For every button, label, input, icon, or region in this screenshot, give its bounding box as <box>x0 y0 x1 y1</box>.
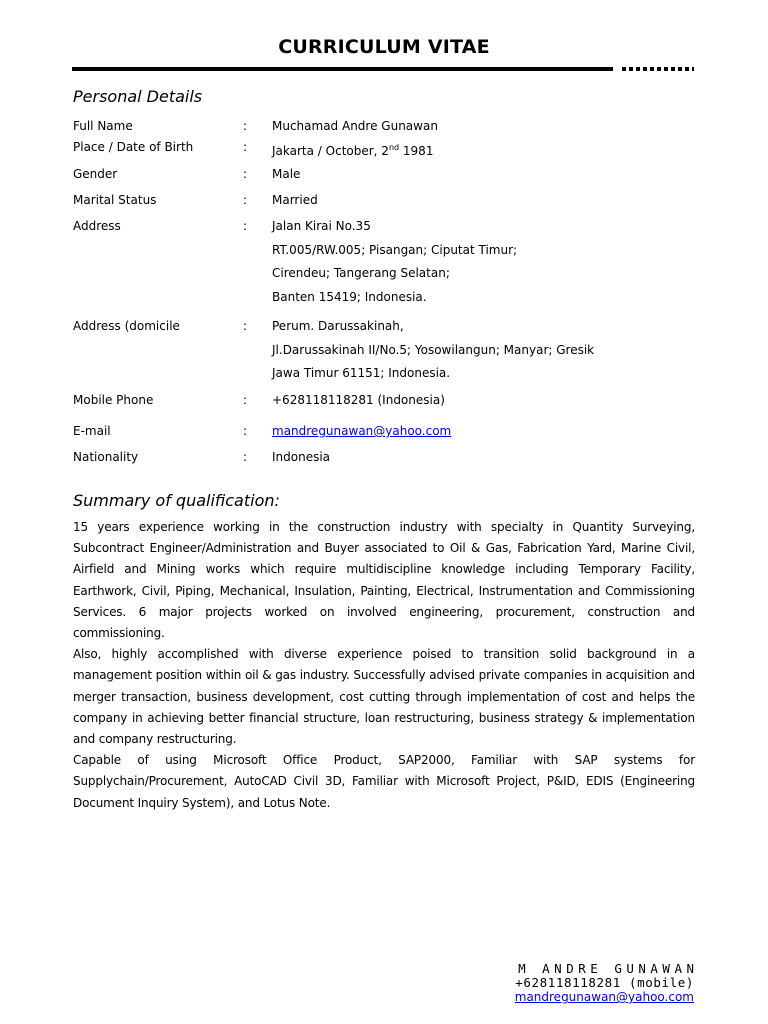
gender-value: Male <box>272 167 301 181</box>
domicile-line: Jawa Timur 61151; Indonesia. <box>272 366 451 380</box>
mobile-phone-value: +628118118281 (Indonesia) <box>272 393 445 407</box>
footer-phone: +628118118281 (mobile) <box>515 975 694 990</box>
summary-paragraph: Also, highly accomplished with diverse experience poised to transition solid background in a management position within oil & gas industry. Successfully advised private companies in acquisition and merger transaction, business development, cost cutting through implementation of cost and helps the company in achieving better financial structure, loan restructuring, business strategy & implementation and company restructuring. <box>73 647 695 747</box>
domicile-label: Address (domicile <box>73 319 180 333</box>
nationality-label: Nationality <box>73 450 139 464</box>
colon: : <box>243 219 248 233</box>
domicile-line: Perum. Darussakinah, <box>272 319 404 333</box>
colon: : <box>243 450 248 464</box>
email-label: E-mail <box>73 424 111 438</box>
summary-paragraph: 15 years experience working in the construction industry with specialty in Quantity Surveying, Subcontract Engineer/Administration and Buyer associated to Oil & Gas, Fabrication Yard, Marine Civil, Airfield and Mining works which require multidiscipline knowledge including Temporary Facility, Earthwork, Civil, Piping, Mechanical, Insulation, Painting, Electrical, Instrumentation and Commissioning Services. 6 major projects worked on involved engineering, procurement, construction and commissioning. <box>73 520 695 641</box>
footer-name: M ANDRE GUNAWAN <box>518 961 699 976</box>
footer-contact <box>514 961 699 1004</box>
mobile-phone-label: Mobile Phone <box>73 393 154 407</box>
colon: : <box>243 193 248 207</box>
birth-value-prefix: Jakarta / October, 2 <box>272 144 389 158</box>
address-line: Banten 15419; Indonesia. <box>272 289 427 304</box>
domicile-line: Jl.Darussakinah II/No.5; Yosowilangun; Manyar; Gresik <box>272 342 595 357</box>
colon: : <box>243 424 248 438</box>
summary-heading: Summary of qualification: <box>73 491 280 510</box>
personal-details-heading: Personal Details <box>73 87 203 106</box>
summary-body <box>73 517 695 814</box>
birth-label: Place / Date of Birth <box>73 140 194 154</box>
address-line: Jalan Kirai No.35 <box>272 219 371 233</box>
colon: : <box>243 119 248 133</box>
colon: : <box>243 140 248 154</box>
birth-value-ordinal: nd <box>388 143 400 152</box>
marital-status-label: Marital Status <box>73 193 157 207</box>
full-name-value: Muchamad Andre Gunawan <box>272 119 438 133</box>
title-rule <box>72 67 613 71</box>
gender-label: Gender <box>73 167 118 181</box>
address-value <box>272 215 517 309</box>
address-line: Cirendeu; Tangerang Selatan; <box>272 266 450 280</box>
colon: : <box>243 167 248 181</box>
email-link[interactable]: mandregunawan@yahoo.com <box>272 424 452 438</box>
colon: : <box>243 393 248 407</box>
full-name-label: Full Name <box>73 119 133 133</box>
birth-value-year: 1981 <box>399 144 434 158</box>
nationality-value: Indonesia <box>272 450 331 464</box>
title-rule-dotted <box>622 67 694 71</box>
summary-paragraph: Capable of using Microsoft Office Product, SAP2000, Familiar with SAP systems for Supplychain/Procurement, AutoCAD Civil 3D, Familiar with Microsoft Project, P&ID, EDIS (Engineering Document Inquiry System), and Lotus Note. <box>73 753 695 810</box>
document-title: CURRICULUM VITAE <box>278 36 490 58</box>
address-line: RT.005/RW.005; Pisangan; Ciputat Timur; <box>272 242 518 257</box>
address-label: Address <box>73 219 121 233</box>
colon: : <box>243 319 248 333</box>
marital-status-value: Married <box>272 193 318 207</box>
birth-value <box>272 136 433 164</box>
footer-email-link[interactable]: mandregunawan@yahoo.com <box>514 990 694 1004</box>
domicile-value <box>272 315 594 386</box>
